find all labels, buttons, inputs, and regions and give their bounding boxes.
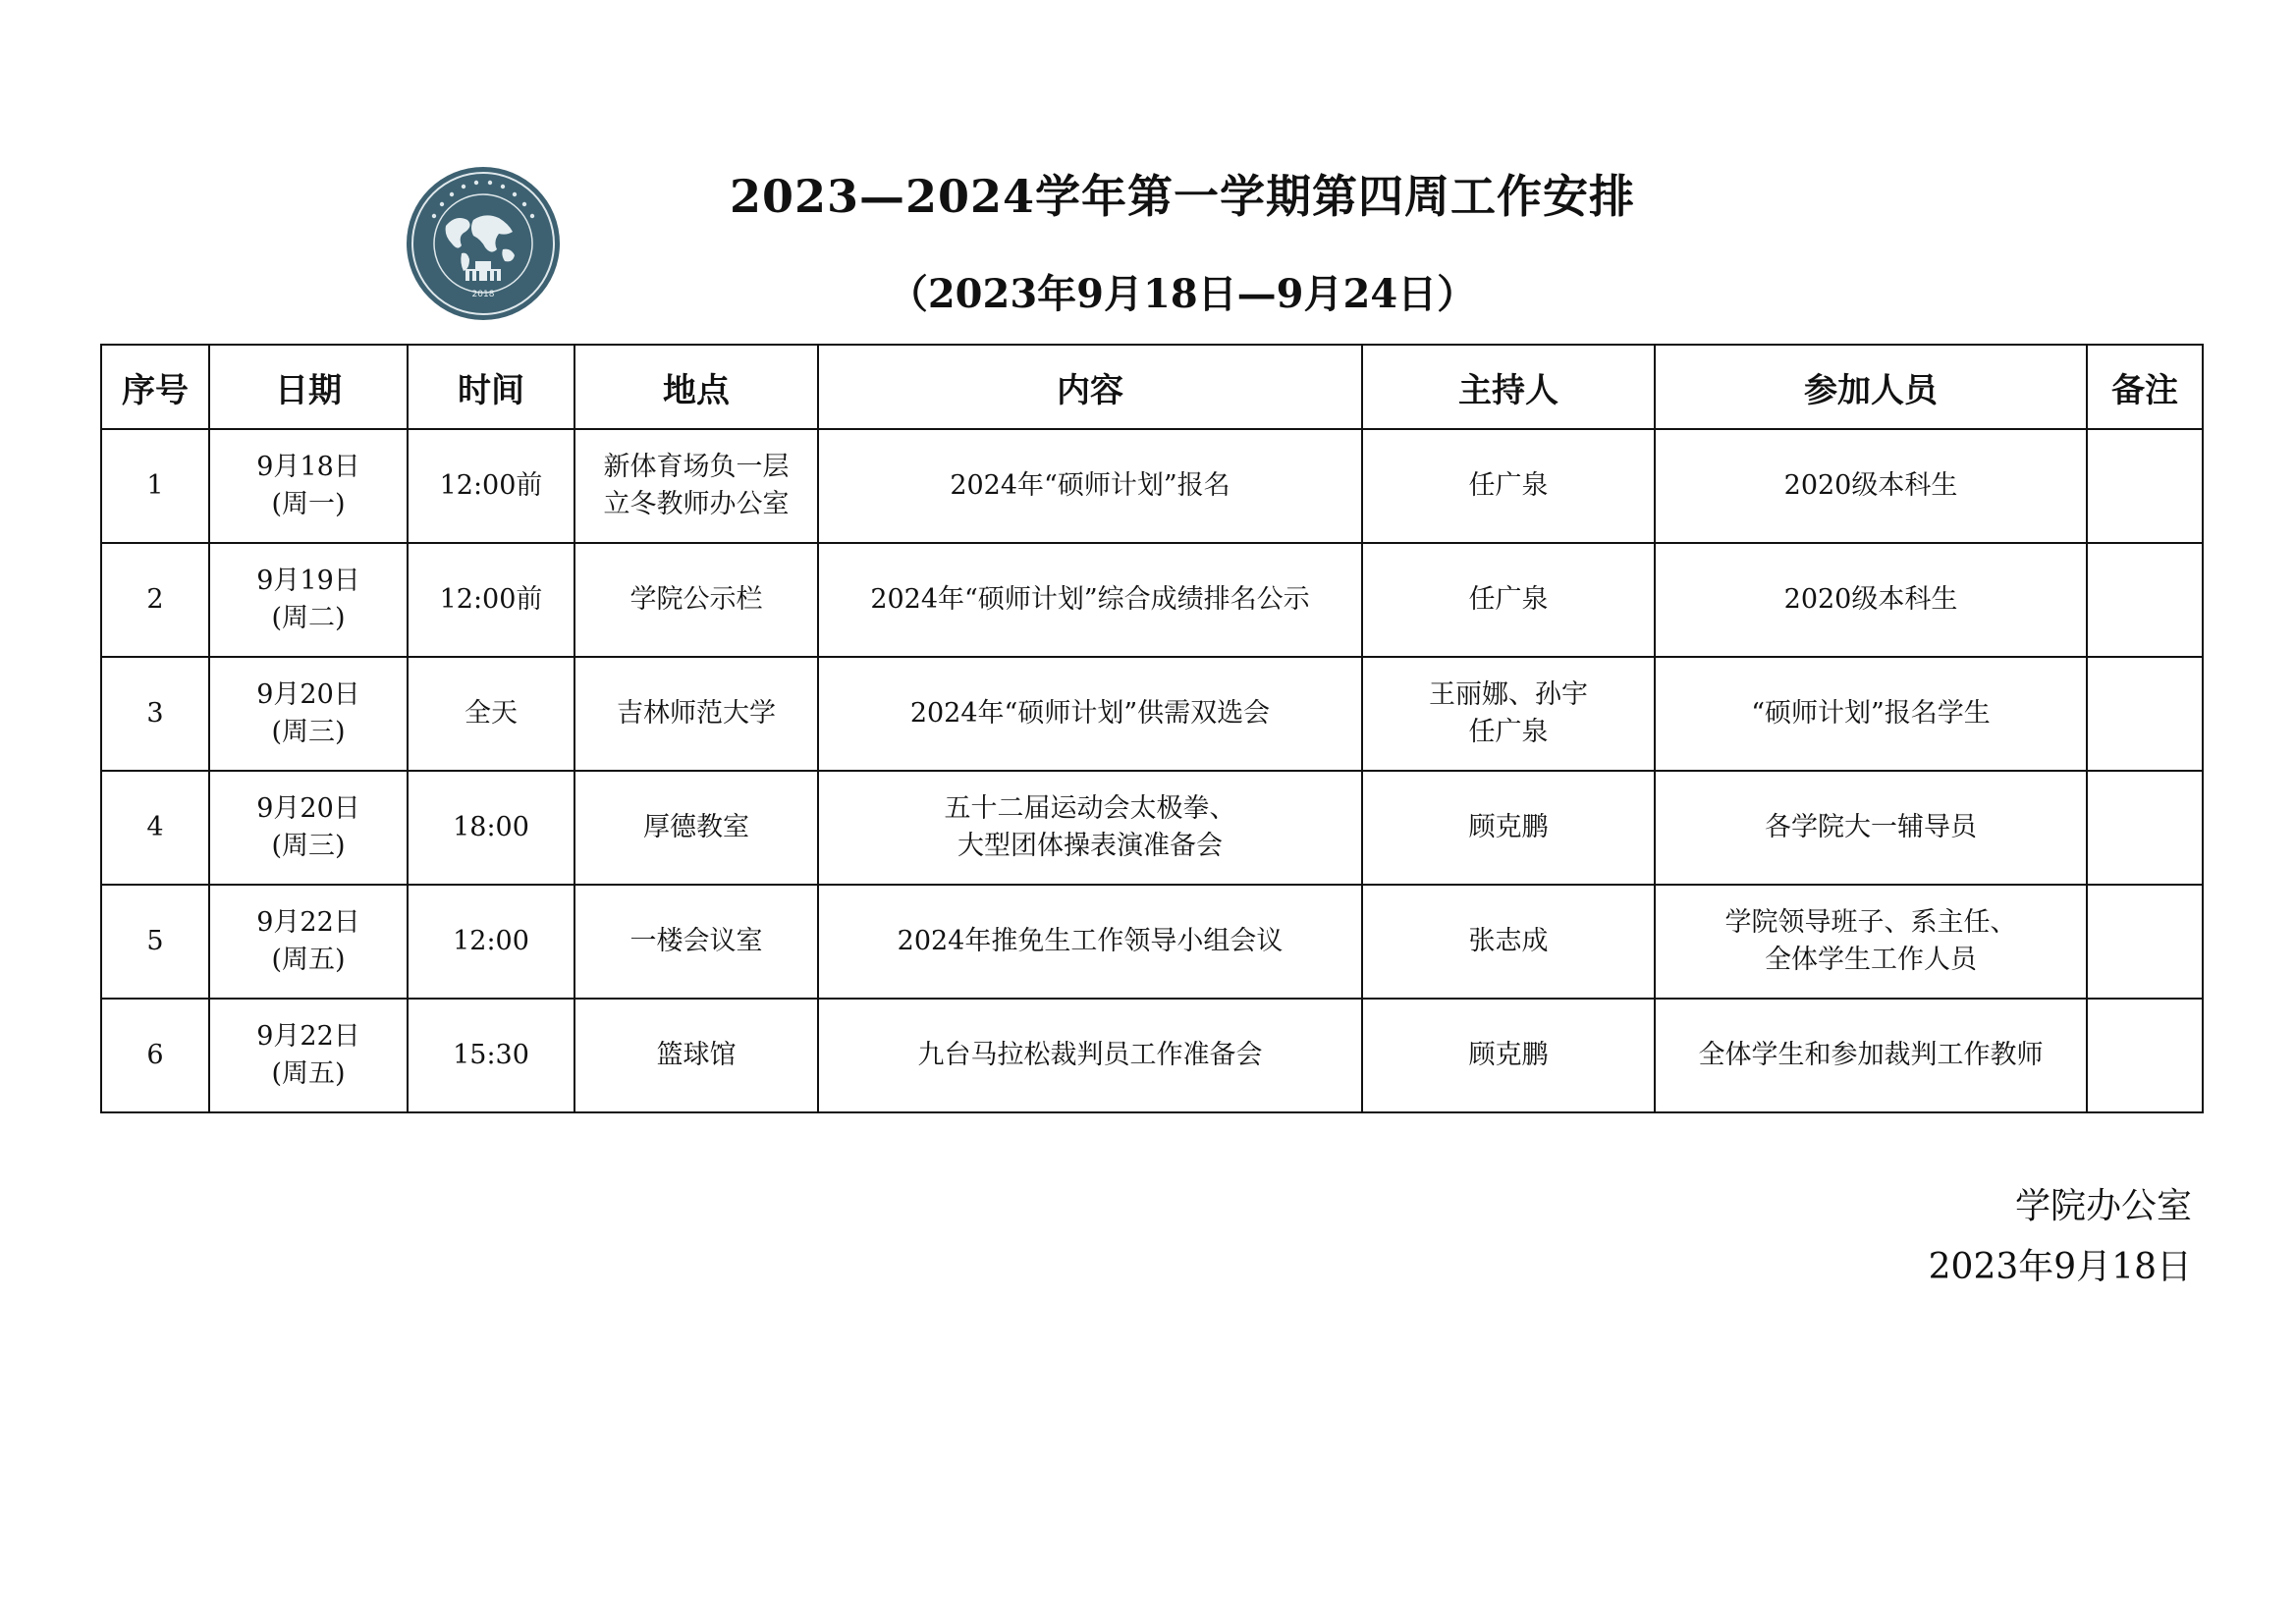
cell-participants: 学院领导班子、系主任、 全体学生工作人员 xyxy=(1655,885,2087,999)
column-header-place: 地点 xyxy=(574,345,818,429)
cell-host: 顾克鹏 xyxy=(1362,999,1655,1112)
svg-text:2018: 2018 xyxy=(471,290,495,299)
column-header-no: 序号 xyxy=(101,345,209,429)
cell-date: 9月19日 (周二) xyxy=(209,543,408,657)
table-row xyxy=(101,657,2203,771)
issuing-office: 学院办公室 xyxy=(2014,1186,2192,1226)
column-header-note: 备注 xyxy=(2087,345,2203,429)
cell-no: 2 xyxy=(101,543,209,657)
table-row xyxy=(101,543,2203,657)
cell-place: 厚德教室 xyxy=(574,771,818,885)
cell-time: 12:00 xyxy=(408,885,574,999)
column-header-time: 时间 xyxy=(408,345,574,429)
table-row xyxy=(101,771,2203,885)
date-range-subtitle: （2023年9月18日—9月24日） xyxy=(888,271,1477,317)
cell-content: 九台马拉松裁判员工作准备会 xyxy=(818,999,1362,1112)
cell-content: 五十二届运动会太极拳、 大型团体操表演准备会 xyxy=(818,771,1362,885)
issue-date: 2023年9月18日 xyxy=(1928,1247,2192,1287)
cell-note xyxy=(2087,657,2203,771)
cell-note xyxy=(2087,429,2203,543)
cell-no: 1 xyxy=(101,429,209,543)
cell-time: 18:00 xyxy=(408,771,574,885)
cell-content: 2024年“硕师计划”报名 xyxy=(818,429,1362,543)
cell-no: 4 xyxy=(101,771,209,885)
cell-participants: 各学院大一辅导员 xyxy=(1655,771,2087,885)
table-row xyxy=(101,885,2203,999)
cell-note xyxy=(2087,771,2203,885)
cell-place: 新体育场负一层 立冬教师办公室 xyxy=(574,429,818,543)
cell-date: 9月22日 (周五) xyxy=(209,999,408,1112)
cell-participants: “硕师计划”报名学生 xyxy=(1655,657,2087,771)
cell-participants: 全体学生和参加裁判工作教师 xyxy=(1655,999,2087,1112)
cell-host: 任广泉 xyxy=(1362,543,1655,657)
cell-date: 9月20日 (周三) xyxy=(209,657,408,771)
cell-content: 2024年推免生工作领导小组会议 xyxy=(818,885,1362,999)
cell-no: 5 xyxy=(101,885,209,999)
cell-place: 篮球馆 xyxy=(574,999,818,1112)
cell-place: 吉林师范大学 xyxy=(574,657,818,771)
cell-date: 9月18日 (周一) xyxy=(209,429,408,543)
schedule-table xyxy=(100,344,2204,1113)
column-header-content: 内容 xyxy=(818,345,1362,429)
cell-date: 9月20日 (周三) xyxy=(209,771,408,885)
table-row xyxy=(101,429,2203,543)
cell-place: 学院公示栏 xyxy=(574,543,818,657)
cell-time: 15:30 xyxy=(408,999,574,1112)
cell-host: 顾克鹏 xyxy=(1362,771,1655,885)
column-header-host: 主持人 xyxy=(1362,345,1655,429)
cell-no: 3 xyxy=(101,657,209,771)
page-title: 2023—2024学年第一学期第四周工作安排 xyxy=(729,170,1636,223)
cell-host: 王丽娜、孙宇 任广泉 xyxy=(1362,657,1655,771)
cell-content: 2024年“硕师计划”供需双选会 xyxy=(818,657,1362,771)
cell-time: 12:00前 xyxy=(408,543,574,657)
cell-content: 2024年“硕师计划”综合成绩排名公示 xyxy=(818,543,1362,657)
column-header-participants: 参加人员 xyxy=(1655,345,2087,429)
cell-participants: 2020级本科生 xyxy=(1655,429,2087,543)
cell-host: 任广泉 xyxy=(1362,429,1655,543)
cell-note xyxy=(2087,999,2203,1112)
table-header-row xyxy=(101,345,2203,429)
cell-note xyxy=(2087,885,2203,999)
cell-time: 12:00前 xyxy=(408,429,574,543)
cell-no: 6 xyxy=(101,999,209,1112)
cell-time: 全天 xyxy=(408,657,574,771)
cell-note xyxy=(2087,543,2203,657)
table-row xyxy=(101,999,2203,1112)
cell-date: 9月22日 (周五) xyxy=(209,885,408,999)
column-header-date: 日期 xyxy=(209,345,408,429)
cell-place: 一楼会议室 xyxy=(574,885,818,999)
cell-host: 张志成 xyxy=(1362,885,1655,999)
cell-participants: 2020级本科生 xyxy=(1655,543,2087,657)
